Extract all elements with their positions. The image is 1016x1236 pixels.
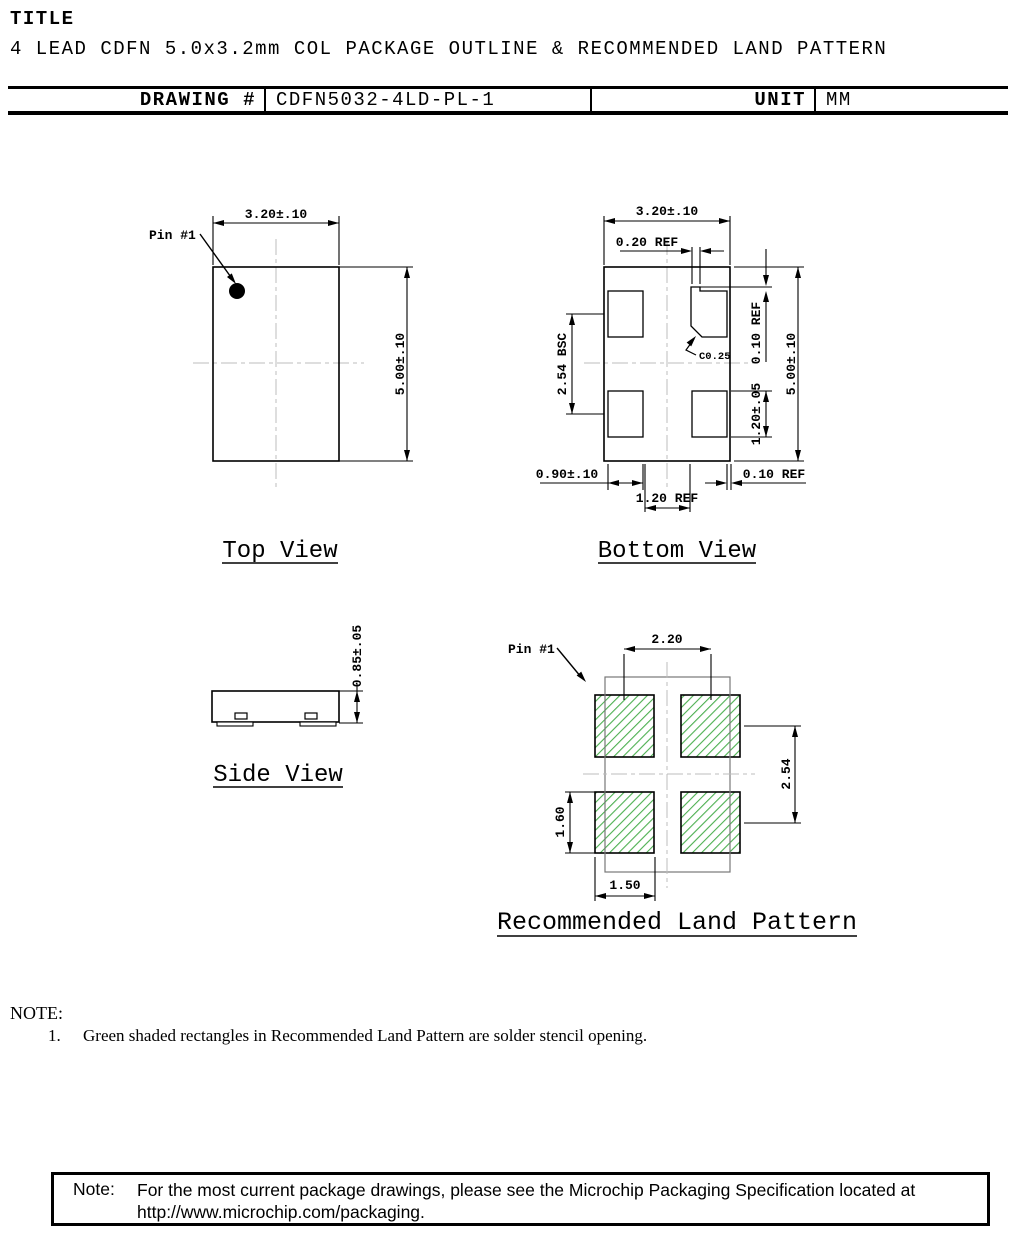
chamfer-label: C0.25 bbox=[699, 351, 731, 363]
bottom-view-width-dim: 3.20±.10 bbox=[635, 204, 699, 219]
page-title: 4 LEAD CDFN 5.0x3.2mm COL PACKAGE OUTLINE & RECOMMENDED LAND PATTERN bbox=[10, 38, 888, 60]
drawing-number-value: CDFN5032-4LD-PL-1 bbox=[266, 89, 592, 111]
top-view-height-dim: 5.00±.10 bbox=[393, 332, 408, 396]
lp-pin1-label: Pin #1 bbox=[508, 642, 555, 657]
col-pitch-dim: 2.20 bbox=[651, 632, 683, 647]
side-view-height-dim-lines bbox=[339, 684, 363, 723]
top-view-pin1-leader bbox=[200, 234, 233, 280]
land-pattern-label: Recommended Land Pattern bbox=[496, 908, 858, 937]
edge-gap-dim: 0.10 REF bbox=[742, 467, 806, 482]
pad-width-dim: 0.90±.10 bbox=[535, 467, 599, 482]
bottom-view-height-dim: 5.00±.10 bbox=[784, 332, 799, 396]
title-label: TITLE bbox=[10, 8, 75, 30]
note-item-number: 1. bbox=[48, 1026, 61, 1045]
bottom-view-drawing bbox=[536, 204, 806, 565]
note-heading: NOTE: bbox=[10, 1003, 63, 1023]
drawing-number-label: DRAWING # bbox=[8, 89, 266, 111]
unit-label: UNIT bbox=[592, 89, 816, 111]
footer-note-label: Note: bbox=[73, 1179, 115, 1199]
top-view-drawing bbox=[149, 207, 413, 565]
stencil-pad-3 bbox=[595, 792, 654, 853]
side-view-height-dim: 0.85±.05 bbox=[350, 624, 365, 688]
top-view-pin1-label: Pin #1 bbox=[149, 228, 196, 243]
pad-gap-dim: 1.20 REF bbox=[635, 491, 699, 506]
note-item-text: Green shaded rectangles in Recommended Land Pattern are solder stencil opening. bbox=[83, 1026, 648, 1045]
footer-note-text: For the most current package drawings, please see the Microchip Packaging Specification located at http://www.microchip.com/packaging. bbox=[137, 1180, 916, 1222]
notch-width-dim: 0.20 REF bbox=[615, 235, 679, 250]
notch-depth-dim: 0.10 REF bbox=[749, 301, 764, 365]
bottom-view-pad-1-chamfered bbox=[691, 287, 727, 337]
lp-row-pitch-dim: 2.54 bbox=[779, 758, 794, 790]
stencil-pad-4 bbox=[681, 792, 740, 853]
note-item-1 bbox=[48, 1026, 647, 1046]
footer-note-box bbox=[51, 1172, 990, 1226]
land-pattern-drawing bbox=[497, 632, 857, 937]
side-view-lead-window-right bbox=[305, 713, 317, 719]
bottom-view-pad-4 bbox=[692, 391, 727, 437]
stencil-pad-2 bbox=[681, 695, 740, 757]
stencil-pad-1 bbox=[595, 695, 654, 757]
lp-pin1-leader bbox=[557, 648, 581, 677]
row-pitch-dim-lines bbox=[566, 314, 604, 414]
bottom-view-label: Bottom View bbox=[597, 538, 757, 565]
row-pitch-dim: 2.54 BSC bbox=[555, 332, 570, 396]
unit-value: MM bbox=[826, 89, 852, 111]
side-view-label: Side View bbox=[213, 762, 343, 789]
lp-pad-width-dim: 1.50 bbox=[609, 878, 641, 893]
top-view-width-dim: 3.20±.10 bbox=[244, 207, 308, 222]
bottom-view-pad-3 bbox=[608, 391, 643, 437]
side-view-package-body bbox=[212, 691, 339, 722]
bottom-view-pad-2 bbox=[608, 291, 643, 337]
pad-length-dim: 1.20±.05 bbox=[749, 382, 764, 446]
lp-pad-height-dim: 1.60 bbox=[553, 806, 568, 838]
side-view-bottom-pad-right bbox=[300, 722, 336, 726]
side-view-drawing bbox=[212, 625, 365, 789]
top-view-label: Top View bbox=[222, 538, 338, 565]
side-view-lead-window-left bbox=[235, 713, 247, 719]
pin1-marker-dot bbox=[229, 283, 245, 299]
side-view-bottom-pad-left bbox=[217, 722, 253, 726]
